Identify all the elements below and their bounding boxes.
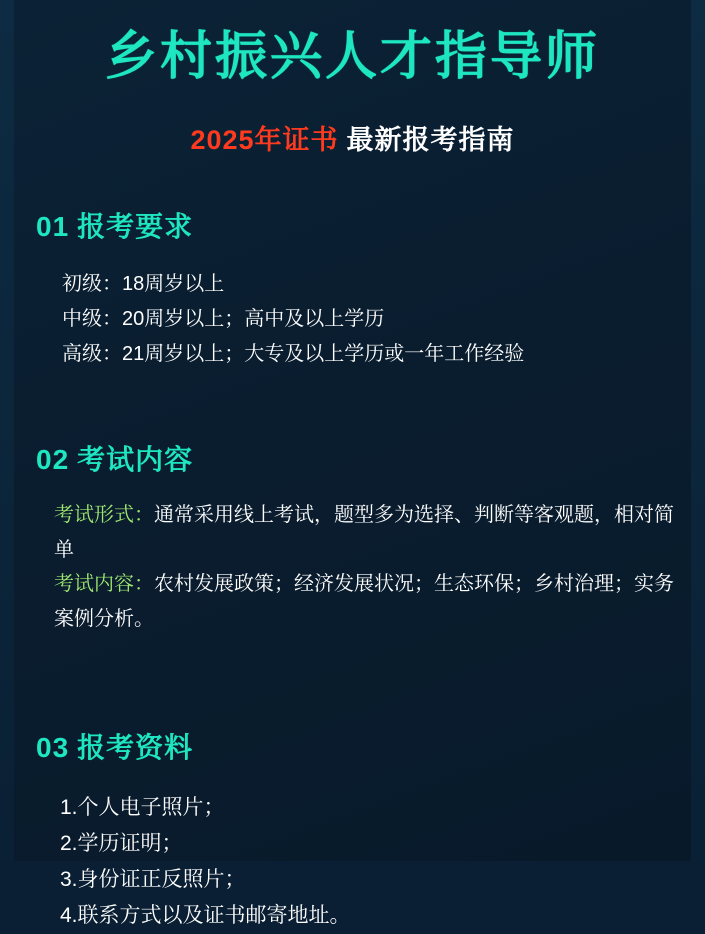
- material-line: 1.个人电子照片；: [60, 795, 225, 819]
- section-title-03: 报考资料: [77, 731, 194, 763]
- right-edge-decoration: [691, 0, 705, 861]
- section-materials: [36, 726, 675, 934]
- material-line: 4.联系方式以及证书邮寄地址。: [60, 904, 351, 928]
- exam-item: [54, 567, 675, 636]
- subtitle-year: 2025年证书: [190, 125, 339, 156]
- subtitle-rest: 最新报考指南: [346, 125, 515, 156]
- left-edge-decoration: [0, 0, 14, 861]
- exam-item-label: 考试形式：: [54, 504, 154, 527]
- section-exam-content: [36, 438, 675, 636]
- section-number-01: 01: [36, 211, 70, 243]
- section-heading-03: [36, 726, 675, 766]
- section-number-03: 03: [36, 731, 70, 763]
- section-number-02: 02: [36, 444, 70, 476]
- section-body-01: [62, 267, 675, 372]
- requirement-line: 初级：18周岁以上: [62, 273, 225, 296]
- section-heading-01: [36, 205, 675, 245]
- exam-item: [54, 498, 675, 567]
- requirement-line: 中级：20周岁以上；高中及以上学历: [62, 308, 385, 331]
- requirement-line: 高级：21周岁以上；大专及以上学历或一年工作经验: [62, 343, 525, 366]
- section-body-02: [54, 498, 675, 636]
- section-body-03: [60, 790, 675, 934]
- page-title: 乡村振兴人才指导师: [104, 28, 600, 86]
- section-title-02: 考试内容: [77, 444, 194, 476]
- material-line: 3.身份证正反照片；: [60, 868, 246, 892]
- exam-item-label: 考试内容：: [54, 573, 154, 596]
- exam-item-text: 农村发展政策；经济发展状况；生态环保；乡村治理；实务案例分析。: [54, 573, 674, 630]
- exam-item-text: 通常采用线上考试，题型多为选择、判断等客观题，相对简单: [54, 504, 674, 561]
- page-subtitle: [0, 118, 705, 157]
- section-heading-02: [36, 438, 675, 478]
- material-line: 2.学历证明；: [60, 832, 183, 856]
- section-title-01: 报考要求: [77, 211, 194, 243]
- section-requirements: [36, 205, 675, 372]
